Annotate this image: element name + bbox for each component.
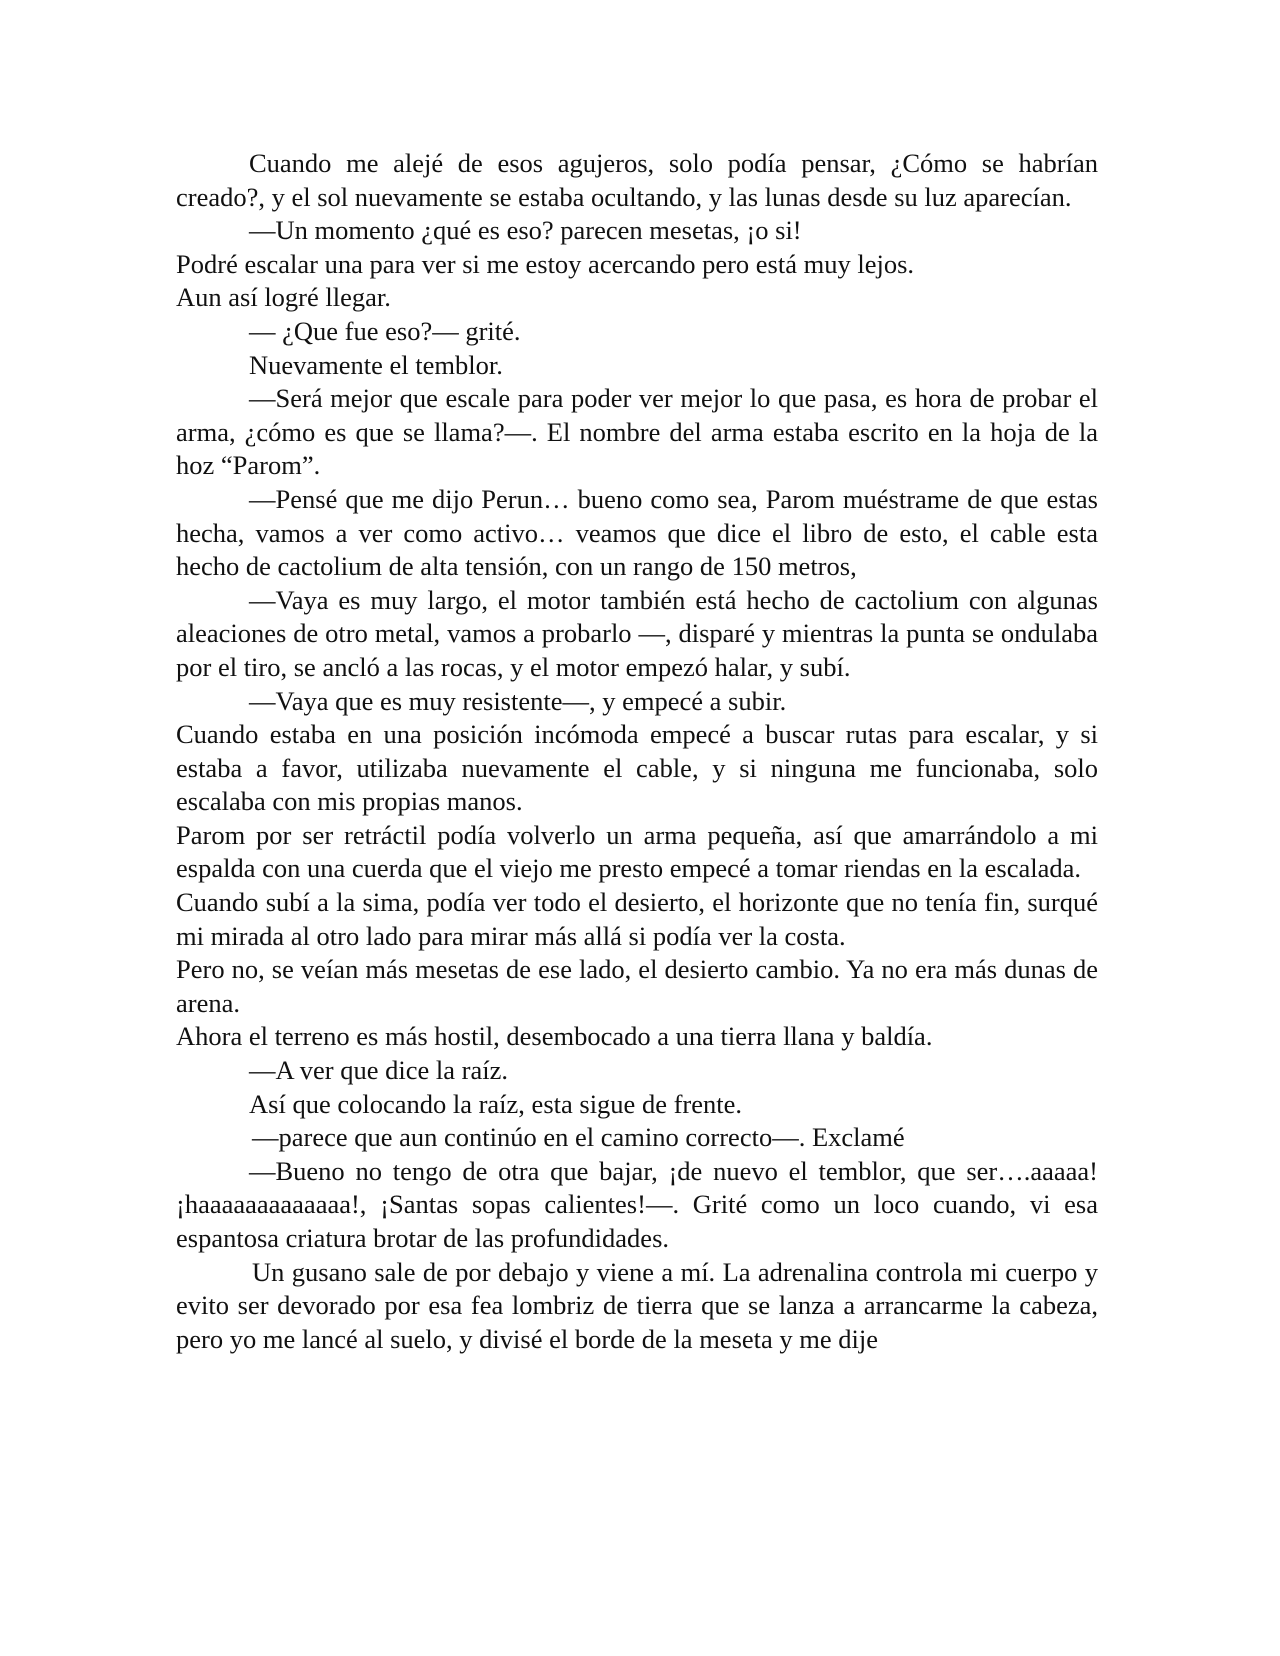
paragraph: — ¿Que fue eso?— grité. <box>249 315 521 346</box>
paragraph: Aun así logré llegar. <box>176 282 391 313</box>
paragraph: —Pensé que me dijo Perun… bueno como sea, Parom muéstrame de que estas hecha, vamos a ver como activo… veamos que dice el libro de esto, el cable esta hecho de cactolium de alta tensión, con un rango de 150 metros, <box>176 483 1098 582</box>
paragraph: Pero no, se veían más mesetas de ese lado, el desierto cambio. Ya no era más dunas de arena. <box>176 954 1098 1018</box>
paragraph: Ahora el terreno es más hostil, desembocado a una tierra llana y baldía. <box>176 1021 933 1052</box>
paragraph: —parece que aun continúo en el camino correcto—. Exclamé <box>252 1122 905 1153</box>
paragraph: Cuando subí a la sima, podía ver todo el desierto, el horizonte que no tenía fin, surqué mi mirada al otro lado para mirar más allá si podía ver la costa. <box>176 887 1098 951</box>
paragraph: Nuevamente el temblor. <box>249 349 503 380</box>
body-text <box>176 147 1098 1356</box>
paragraph: —Un momento ¿qué es eso? parecen mesetas, ¡o si! <box>249 215 802 246</box>
paragraph: Cuando me alejé de esos agujeros, solo podía pensar, ¿Cómo se habrían creado?, y el sol nuevamente se estaba ocultando, y las lunas desde su luz aparecían. <box>176 148 1098 212</box>
paragraph: Parom por ser retráctil podía volverlo un arma pequeña, así que amarrándolo a mi espalda con una cuerda que el viejo me presto empecé a tomar riendas en la escalada. <box>176 819 1098 884</box>
paragraph: —Vaya es muy largo, el motor también está hecho de cactolium con algunas aleaciones de otro metal, vamos a probarlo —, disparé y mientras la punta se ondulaba por el tiro, se ancló a las rocas, y el motor empezó halar, y subí. <box>176 584 1098 682</box>
paragraph: Cuando estaba en una posición incómoda empecé a buscar rutas para escalar, y si estaba a favor, utilizaba nuevamente el cable, y si ninguna me funcionaba, solo escalaba con mis propias manos. <box>176 719 1098 817</box>
paragraph: —A ver que dice la raíz. <box>249 1055 508 1086</box>
paragraph: Así que colocando la raíz, esta sigue de frente. <box>249 1088 742 1119</box>
paragraph: Un gusano sale de por debajo y viene a mí. La adrenalina controla mi cuerpo y evito ser devorado por esa fea lombriz de tierra que se lanza a arrancarme la cabeza, pero yo me lancé al suelo, y divisé el borde de la meseta y me dije <box>176 1256 1098 1354</box>
paragraph: Podré escalar una para ver si me estoy acercando pero está muy lejos. <box>176 248 915 279</box>
paragraph: —Bueno no tengo de otra que bajar, ¡de nuevo el temblor, que ser….aaaaa! ¡haaaaaaaaaaaaa!, ¡Santas sopas calientes!—. Grité como un loco cuando, vi esa espantosa criatura brotar de las profundidades. <box>176 1155 1098 1253</box>
paragraph: —Será mejor que escale para poder ver mejor lo que pasa, es hora de probar el arma, ¿cómo es que se llama?—. El nombre del arma estaba escrito en la hoja de la hoz “Parom”. <box>176 383 1098 481</box>
paragraph: —Vaya que es muy resistente—, y empecé a subir. <box>249 685 787 716</box>
